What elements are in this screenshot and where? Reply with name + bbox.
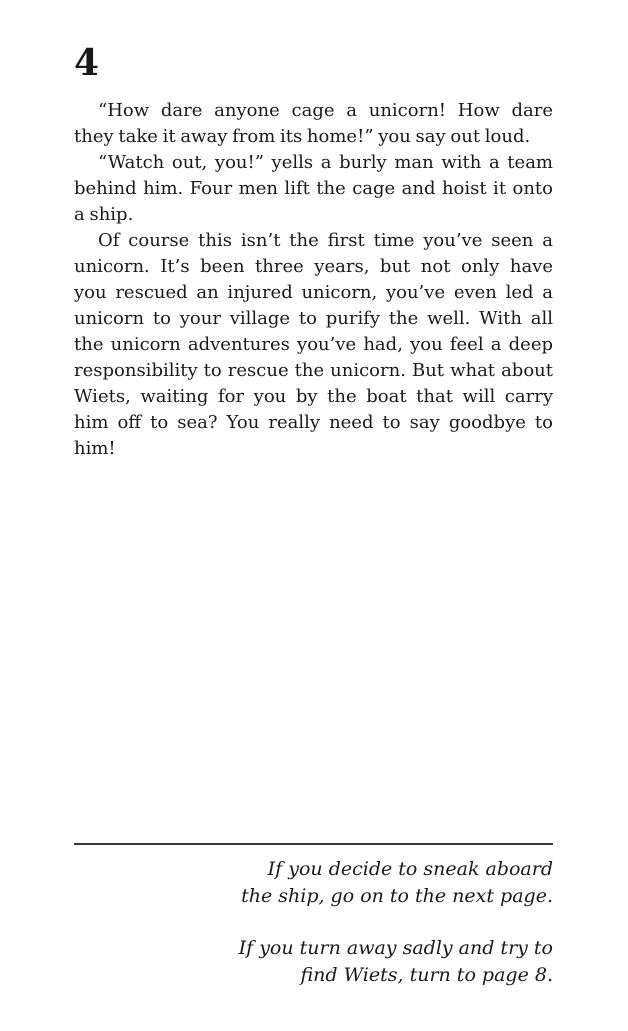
choice-section — [74, 843, 553, 1014]
paragraph — [74, 98, 553, 150]
text-line: a ship. — [74, 204, 134, 225]
text-line: the unicorn adventures you’ve had, you feel a deep — [74, 334, 553, 355]
page-content — [74, 44, 553, 462]
text-line: unicorn to your village to purify the well. With all — [74, 308, 553, 329]
text-line: Wiets, waiting for you by the boat that will carry — [74, 386, 553, 407]
body-paragraphs — [74, 98, 553, 462]
page-number: 4 — [74, 42, 100, 84]
text-line: “How dare anyone cage a unicorn! How dare — [98, 100, 553, 121]
text-line: him! — [74, 438, 116, 459]
text-line: “Watch out, you!” yells a burly man with a team — [98, 152, 553, 173]
paragraph — [74, 150, 553, 228]
text-line: him off to sea? You really need to say goodbye to — [74, 412, 553, 433]
text-line: unicorn. It’s been three years, but not only have — [74, 256, 553, 277]
choice-line: the ship, go on to the next page. — [241, 885, 553, 907]
choice-line: find Wiets, turn to page 8. — [300, 964, 553, 986]
choice-list — [74, 856, 553, 989]
text-line: Of course this isn’t the first time you’ve seen a — [98, 230, 553, 251]
choice-line: If you decide to sneak aboard — [267, 858, 553, 880]
choice-text — [74, 856, 553, 910]
text-line: you rescued an injured unicorn, you’ve even led a — [74, 282, 553, 303]
text-line: responsibility to rescue the unicorn. But what about — [74, 360, 553, 381]
section-divider — [74, 843, 553, 845]
paragraph — [74, 228, 553, 462]
text-line: they take it away from its home!” you say out loud. — [74, 126, 531, 147]
text-line: behind him. Four men lift the cage and hoist it onto — [74, 178, 553, 199]
choice-line: If you turn away sadly and try to — [238, 937, 553, 959]
choice-text — [74, 935, 553, 989]
